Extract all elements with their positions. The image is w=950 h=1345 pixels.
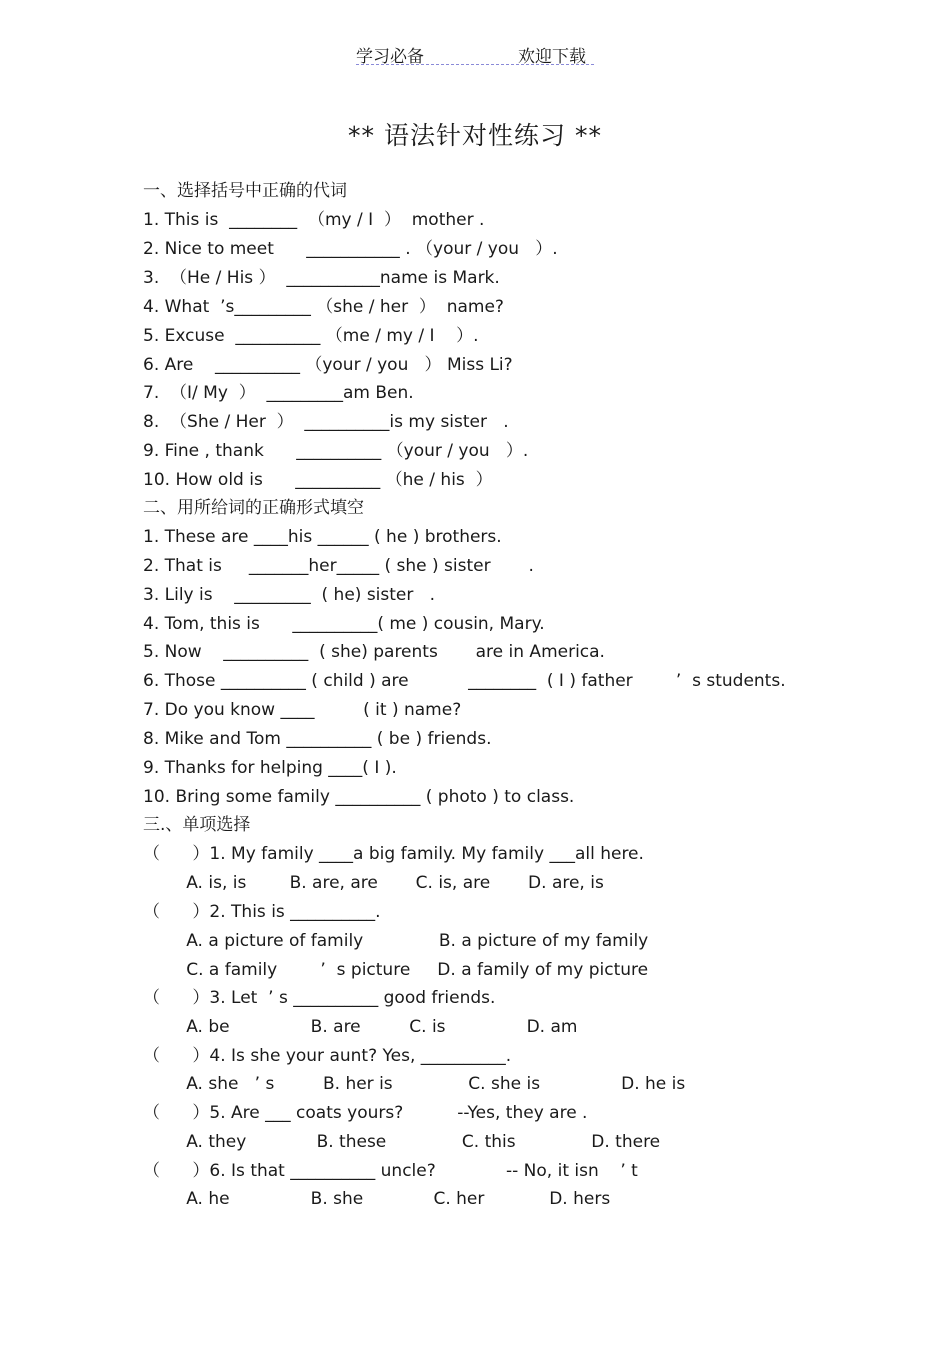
exercise-line: 10. Bring some family __________ ( photo ) to class. [143,787,575,807]
exercise-line: 9. Thanks for helping ____( I ). [143,758,397,778]
options-line: C. a family ’ s picture D. a family of my picture [143,960,649,980]
exercise-line: 1. This is ________ （my / I ） mother . [143,210,485,230]
exercise-line: 3. Lily is _________ ( he) sister . [143,585,435,605]
options-line: A. is, is B. are, are C. is, are D. are, is [143,873,604,893]
exercise-line: 6. Are __________ （your / you ） Miss Li? [143,355,513,375]
section-heading-2: 二、用所给词的正确形式填空 [143,498,364,518]
exercise-line: 8. Mike and Tom __________ ( be ) friends. [143,729,492,749]
section-heading-3: 三.、单项选择 [143,815,251,835]
exercise-line: 4. What ’s_________ （she / her ） name? [143,297,504,317]
page-header [356,40,594,65]
question-line: （ ）3. Let ’ s __________ good friends. [143,988,496,1008]
exercise-line: 10. How old is __________ （he / his ） [143,470,493,490]
exercise-line: 4. Tom, this is __________( me ) cousin, Mary. [143,614,545,634]
page-title: ** 语法针对性练习 ** [348,121,602,150]
options-line: A. he B. she C. her D. hers [143,1189,611,1209]
options-line: A. be B. are C. is D. am [143,1017,578,1037]
exercise-line: 2. That is _______her_____ ( she ) sister . [143,556,534,576]
section-heading-1: 一、选择括号中正确的代词 [143,181,347,201]
options-line: A. a picture of family B. a picture of my family [143,931,649,951]
question-line: （ ）5. Are ___ coats yours? --Yes, they are . [143,1103,588,1123]
question-line: （ ）2. This is __________. [143,902,381,922]
exercise-line: 5. Excuse __________ （me / my / I ）. [143,326,479,346]
options-line: A. she ’ s B. her is C. she is D. he is [143,1074,686,1094]
question-line: （ ）4. Is she your aunt? Yes, __________. [143,1046,512,1066]
exercise-line: 7. （I/ My ） _________am Ben. [143,383,414,403]
options-line: A. they B. these C. this D. there [143,1132,661,1152]
exercise-line: 2. Nice to meet ___________ . （your / you ）. [143,239,558,259]
question-line: （ ）1. My family ____a big family. My family ___all here. [143,844,644,864]
exercise-line: 8. （She / Her ） __________is my sister . [143,412,509,432]
exercise-line: 9. Fine , thank __________ （your / you ）. [143,441,529,461]
header-left-text: 学习必备 [356,47,424,67]
exercise-line: 6. Those __________ ( child ) are ________ ( I ) father ’ s students. [143,671,786,691]
exercise-line: 7. Do you know ____ ( it ) name? [143,700,462,720]
exercise-line: 1. These are ____his ______ ( he ) brothers. [143,527,502,547]
exercise-line: 5. Now __________ ( she) parents are in America. [143,642,605,662]
header-right-text: 欢迎下载 [518,47,586,67]
question-line: （ ）6. Is that __________ uncle? -- No, it isn ’ t [143,1161,638,1181]
exercise-line: 3. （He / His ） ___________name is Mark. [143,268,500,288]
